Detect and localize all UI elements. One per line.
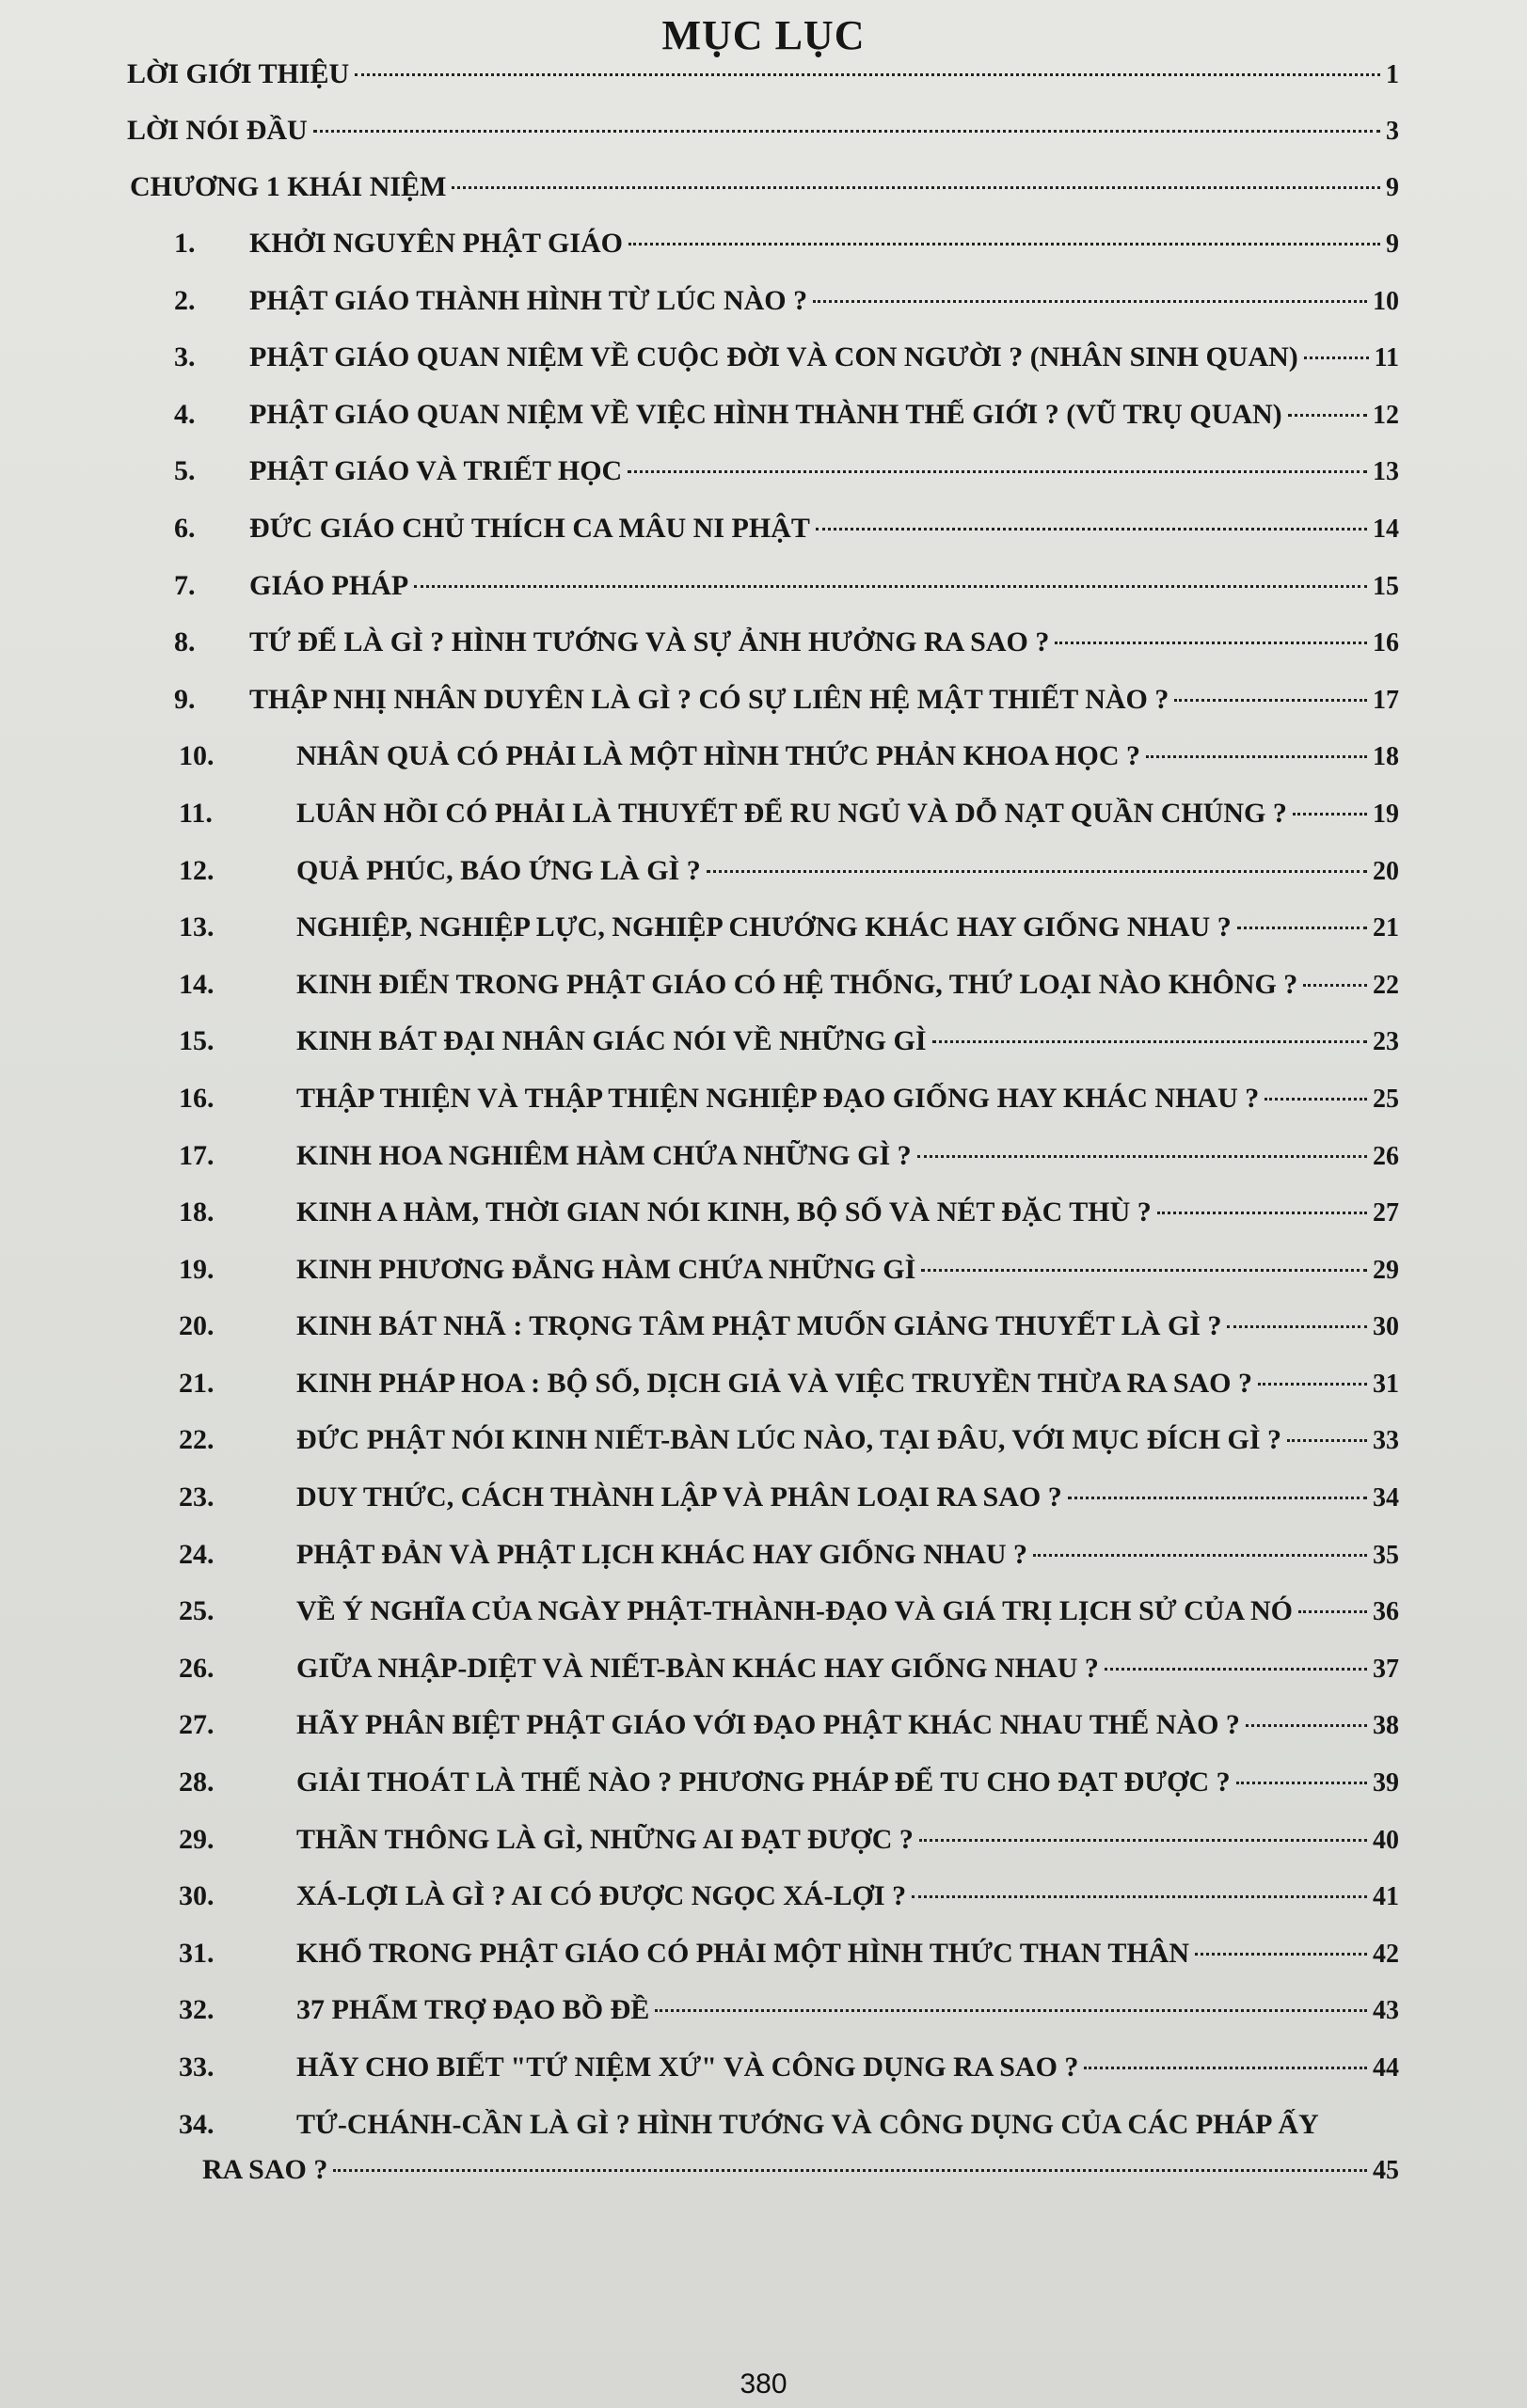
toc-entry[interactable] xyxy=(127,1595,1399,1653)
toc-entry[interactable] xyxy=(127,1994,1399,2052)
toc-entry[interactable] xyxy=(127,911,1399,969)
toc-entry[interactable] xyxy=(127,1709,1399,1766)
toc-entry-title: KINH PHƯƠNG ĐẲNG HÀM CHỨA NHỮNG GÌ xyxy=(296,1253,916,1285)
dot-leader xyxy=(1293,813,1367,816)
toc-entry[interactable] xyxy=(127,798,1399,855)
toc-page-number: 15 xyxy=(1373,571,1399,601)
toc-entry-number: 14. xyxy=(179,968,215,1000)
toc-entry-title: LỜI GIỚI THIỆU xyxy=(127,58,350,89)
dot-leader xyxy=(912,1895,1367,1898)
dot-leader xyxy=(655,2009,1367,2012)
toc-page-number: 43 xyxy=(1373,1996,1399,2026)
toc-page-number: 9 xyxy=(1386,173,1399,202)
toc-entry-title: PHẬT GIÁO QUAN NIỆM VỀ VIỆC HÌNH THÀNH THẾ GIỚI ? (VŨ TRỤ QUAN) xyxy=(249,398,1282,430)
toc-entry[interactable] xyxy=(127,740,1399,798)
toc-entry[interactable] xyxy=(127,684,1399,741)
toc-entry-title: PHẬT ĐẢN VÀ PHẬT LỊCH KHÁC HAY GIỐNG NHAU ? xyxy=(296,1538,1028,1570)
toc-entry[interactable] xyxy=(127,1766,1399,1824)
dot-leader xyxy=(628,243,1380,246)
toc-entry[interactable] xyxy=(127,1196,1399,1254)
toc-entry-number: 8. xyxy=(174,626,196,658)
toc-page-number: 9 xyxy=(1386,230,1399,259)
toc-page-number: 45 xyxy=(1373,2155,1399,2185)
toc-entry[interactable] xyxy=(127,626,1399,684)
toc-entry-title: PHẬT GIÁO VÀ TRIẾT HỌC xyxy=(249,455,623,487)
dot-leader xyxy=(917,1155,1367,1158)
toc-entry[interactable] xyxy=(127,969,1399,1026)
toc-entry-number: 15. xyxy=(179,1025,215,1057)
toc-entry-number: 18. xyxy=(179,1196,215,1228)
toc-page-number: 42 xyxy=(1373,1939,1399,1969)
toc-entry-number: 9. xyxy=(174,683,196,715)
toc-entry-number: 16. xyxy=(179,1082,215,1114)
dot-leader xyxy=(1265,1098,1367,1101)
toc-page-number: 11 xyxy=(1374,343,1399,373)
toc-entry[interactable] xyxy=(127,2052,1399,2109)
dot-leader xyxy=(628,470,1367,473)
toc-page-number: 13 xyxy=(1373,457,1399,487)
toc-entry-number: 7. xyxy=(174,569,196,601)
toc-entry-title: LỜI NÓI ĐẦU xyxy=(127,115,308,146)
toc-entry[interactable] xyxy=(127,285,1399,342)
dot-leader xyxy=(313,130,1380,133)
toc-entry-number: 17. xyxy=(179,1139,215,1171)
toc-entry[interactable] xyxy=(127,855,1399,912)
toc-entry-number: 1. xyxy=(174,228,196,259)
toc-entry-title: PHẬT GIÁO THÀNH HÌNH TỪ LÚC NÀO ? xyxy=(249,284,808,316)
toc-entry[interactable] xyxy=(127,513,1399,570)
toc-entry[interactable] xyxy=(127,2109,1399,2201)
toc-entry-number: 2. xyxy=(174,284,196,316)
toc-page-number: 36 xyxy=(1373,1597,1399,1627)
toc-entry[interactable] xyxy=(127,1539,1399,1596)
dot-leader xyxy=(1157,1212,1367,1214)
dot-leader xyxy=(1298,1610,1367,1613)
toc-entry[interactable] xyxy=(127,570,1399,627)
toc-entry-number: 10. xyxy=(179,740,215,772)
toc-entry[interactable] xyxy=(127,1310,1399,1368)
toc-page-number: 44 xyxy=(1373,2053,1399,2083)
dot-leader xyxy=(1237,927,1367,929)
toc-entry-title: KINH BÁT NHÃ : TRỌNG TÂM PHẬT MUỐN GIẢNG THUYẾT LÀ GÌ ? xyxy=(296,1310,1222,1342)
dot-leader xyxy=(1084,2067,1367,2069)
toc-entry-title: KINH BÁT ĐẠI NHÂN GIÁC NÓI VỀ NHỮNG GÌ xyxy=(296,1025,927,1057)
toc-entry-title: HÃY CHO BIẾT "TỨ NIỆM XỨ" VÀ CÔNG DỤNG RA SAO ? xyxy=(296,2052,1079,2083)
toc-entry-title: KINH ĐIỂN TRONG PHẬT GIÁO CÓ HỆ THỐNG, THỨ LOẠI NÀO KHÔNG ? xyxy=(296,968,1298,1000)
toc-page-number: 39 xyxy=(1373,1768,1399,1798)
toc-page-number: 25 xyxy=(1373,1084,1399,1114)
dot-leader xyxy=(414,585,1367,588)
toc-entry-number: 6. xyxy=(174,512,196,544)
toc-entry[interactable] xyxy=(127,1653,1399,1710)
toc-entry-title: THẬP THIỆN VÀ THẬP THIỆN NGHIỆP ĐẠO GIỐNG HAY KHÁC NHAU ? xyxy=(296,1082,1260,1114)
toc-entry-title: THẬP NHỊ NHÂN DUYÊN LÀ GÌ ? CÓ SỰ LIÊN HỆ MẬT THIẾT NÀO ? xyxy=(249,683,1169,715)
dot-leader xyxy=(816,528,1367,531)
toc-entry[interactable] xyxy=(127,341,1399,399)
dot-leader xyxy=(1227,1325,1367,1328)
dot-leader xyxy=(355,73,1380,76)
toc-page-number: 40 xyxy=(1373,1825,1399,1855)
toc-entry-number: 19. xyxy=(179,1253,215,1285)
toc-page-number: 26 xyxy=(1373,1141,1399,1171)
dot-leader xyxy=(452,186,1380,189)
toc-entry-title: KINH A HÀM, THỜI GIAN NÓI KINH, BỘ SỐ VÀ NÉT ĐẶC THÙ ? xyxy=(296,1196,1152,1228)
dot-leader xyxy=(1236,1782,1367,1784)
toc-entry-number: 13. xyxy=(179,911,215,943)
dot-leader xyxy=(1174,699,1367,702)
toc-entry[interactable] xyxy=(127,1824,1399,1881)
toc-entry-number: 30. xyxy=(179,1880,215,1912)
toc-entry[interactable] xyxy=(127,58,1399,115)
toc-entry-number: 34. xyxy=(179,2108,215,2140)
dot-leader xyxy=(1258,1383,1367,1386)
toc-entry-title: KHỔ TRONG PHẬT GIÁO CÓ PHẢI MỘT HÌNH THỨC THAN THÂN xyxy=(296,1937,1190,1969)
toc-entry-title: KINH HOA NGHIÊM HÀM CHỨA NHỮNG GÌ ? xyxy=(296,1139,912,1171)
toc-entry[interactable] xyxy=(127,115,1399,171)
toc-entry-number: 11. xyxy=(179,797,213,829)
toc-page-number: 10 xyxy=(1373,286,1399,316)
toc-entry[interactable] xyxy=(127,228,1399,285)
toc-entry-title: TỨ ĐẾ LÀ GÌ ? HÌNH TƯỚNG VÀ SỰ ẢNH HƯỞNG RA SAO ? xyxy=(249,626,1050,658)
toc-page-number: 29 xyxy=(1373,1255,1399,1285)
toc-page-number: 27 xyxy=(1373,1198,1399,1228)
toc-entry-number: 31. xyxy=(179,1937,215,1969)
toc-page-number: 16 xyxy=(1373,628,1399,658)
dot-leader xyxy=(1304,356,1369,359)
dot-leader xyxy=(1246,1724,1367,1727)
toc-entry-title: LUÂN HỒI CÓ PHẢI LÀ THUYẾT ĐỂ RU NGỦ VÀ DỖ NẠT QUẦN CHÚNG ? xyxy=(296,797,1287,829)
toc-entry[interactable] xyxy=(127,1254,1399,1311)
toc-entry-number: 27. xyxy=(179,1709,215,1741)
toc-entry-title: TỨ-CHÁNH-CẦN LÀ GÌ ? HÌNH TƯỚNG VÀ CÔNG DỤNG CỦA CÁC PHÁP ẤY xyxy=(296,2108,1319,2140)
toc-entry-title: VỀ Ý NGHĨA CỦA NGÀY PHẬT-THÀNH-ĐẠO VÀ GIÁ TRỊ LỊCH SỬ CỦA NÓ xyxy=(296,1595,1294,1627)
toc-entry-title: ĐỨC GIÁO CHỦ THÍCH CA MÂU NI PHẬT xyxy=(249,512,810,544)
toc-entry-title: GIẢI THOÁT LÀ THẾ NÀO ? PHƯƠNG PHÁP ĐỂ TU CHO ĐẠT ĐƯỢC ? xyxy=(296,1766,1231,1798)
footer-page-number: 380 xyxy=(740,2368,787,2400)
toc-entry-number: 28. xyxy=(179,1766,215,1798)
toc-page-number: 22 xyxy=(1373,970,1399,1000)
toc-entry-title: GIÁO PHÁP xyxy=(249,569,409,601)
toc-entry-title: NGHIỆP, NGHIỆP LỰC, NGHIỆP CHƯỚNG KHÁC HAY GIỐNG NHAU ? xyxy=(296,911,1232,943)
dot-leader xyxy=(1146,755,1367,758)
toc-entry-number: 4. xyxy=(174,398,196,430)
toc-entry-number: 21. xyxy=(179,1367,215,1399)
toc-page-number: 20 xyxy=(1373,856,1399,886)
table-of-contents xyxy=(127,58,1399,2201)
toc-page-number: 30 xyxy=(1373,1312,1399,1342)
toc-entry-title: NHÂN QUẢ CÓ PHẢI LÀ MỘT HÌNH THỨC PHẢN KHOA HỌC ? xyxy=(296,740,1140,772)
toc-entry[interactable] xyxy=(127,1424,1399,1481)
toc-page-number: 3 xyxy=(1386,117,1399,146)
toc-page-number: 31 xyxy=(1373,1369,1399,1399)
toc-entry-number: 32. xyxy=(179,1994,215,2026)
dot-leader xyxy=(813,300,1367,303)
toc-entry-number: 23. xyxy=(179,1481,215,1513)
toc-page-number: 35 xyxy=(1373,1540,1399,1570)
toc-entry[interactable] xyxy=(127,1938,1399,1995)
dot-leader xyxy=(1068,1497,1367,1499)
toc-entry-title-continued: RA SAO ? xyxy=(202,2153,328,2185)
dot-leader xyxy=(1287,1439,1367,1442)
toc-entry-title: CHƯƠNG 1 KHÁI NIỆM xyxy=(130,171,447,202)
dot-leader xyxy=(333,2169,1367,2172)
dot-leader xyxy=(1288,414,1367,417)
toc-entry-number: 3. xyxy=(174,341,196,373)
toc-entry-title: GIỮA NHẬP-DIỆT VÀ NIẾT-BÀN KHÁC HAY GIỐNG NHAU ? xyxy=(296,1652,1099,1684)
toc-entry-line xyxy=(127,2109,1399,2154)
toc-entry-number: 29. xyxy=(179,1823,215,1855)
toc-page-number: 37 xyxy=(1373,1654,1399,1684)
toc-page-number: 41 xyxy=(1373,1882,1399,1912)
toc-page-number: 18 xyxy=(1373,742,1399,772)
dot-leader xyxy=(1055,642,1367,644)
toc-entry-number: 24. xyxy=(179,1538,215,1570)
toc-entry-title: DUY THỨC, CÁCH THÀNH LẬP VÀ PHÂN LOẠI RA SAO ? xyxy=(296,1481,1062,1513)
toc-entry[interactable] xyxy=(127,1140,1399,1197)
toc-entry[interactable] xyxy=(127,1880,1399,1938)
toc-page-number: 23 xyxy=(1373,1027,1399,1057)
toc-entry-number: 25. xyxy=(179,1595,215,1627)
toc-page-number: 17 xyxy=(1373,685,1399,715)
dot-leader xyxy=(1303,984,1367,987)
page-title: MỤC LỤC xyxy=(661,12,866,58)
toc-entry[interactable] xyxy=(127,1025,1399,1083)
dot-leader xyxy=(707,870,1367,873)
toc-page-number: 33 xyxy=(1373,1426,1399,1456)
toc-page-number: 34 xyxy=(1373,1483,1399,1513)
toc-entry-title: QUẢ PHÚC, BÁO ỨNG LÀ GÌ ? xyxy=(296,854,701,886)
toc-entry[interactable] xyxy=(127,1083,1399,1140)
dot-leader xyxy=(932,1040,1367,1043)
toc-entry-title: THẦN THÔNG LÀ GÌ, NHỮNG AI ĐẠT ĐƯỢC ? xyxy=(296,1823,914,1855)
toc-page-number: 38 xyxy=(1373,1711,1399,1741)
dot-leader xyxy=(919,1839,1367,1842)
toc-page-number: 21 xyxy=(1373,913,1399,943)
toc-entry-number: 26. xyxy=(179,1652,215,1684)
toc-entry[interactable] xyxy=(127,455,1399,513)
toc-entry-title: ĐỨC PHẬT NÓI KINH NIẾT-BÀN LÚC NÀO, TẠI ĐÂU, VỚI MỤC ĐÍCH GÌ ? xyxy=(296,1424,1282,1456)
toc-entry-number: 5. xyxy=(174,455,196,487)
toc-entry[interactable] xyxy=(127,399,1399,456)
toc-page-number: 1 xyxy=(1386,60,1399,89)
toc-entry-title: KHỞI NGUYÊN PHẬT GIÁO xyxy=(249,228,623,259)
toc-entry-number: 33. xyxy=(179,2052,215,2083)
toc-entry-title: HÃY PHÂN BIỆT PHẬT GIÁO VỚI ĐẠO PHẬT KHÁC NHAU THẾ NÀO ? xyxy=(296,1709,1240,1741)
toc-entry-title: PHẬT GIÁO QUAN NIỆM VỀ CUỘC ĐỜI VÀ CON NGƯỜI ? (NHÂN SINH QUAN) xyxy=(249,341,1298,373)
toc-entry-number: 22. xyxy=(179,1424,215,1456)
toc-entry-number: 20. xyxy=(179,1310,215,1342)
toc-entry[interactable] xyxy=(127,1481,1399,1539)
toc-entry-title: KINH PHÁP HOA : BỘ SỐ, DỊCH GIẢ VÀ VIỆC TRUYỀN THỪA RA SAO ? xyxy=(296,1367,1253,1399)
toc-entry-number: 12. xyxy=(179,854,215,886)
toc-entry-title: XÁ-LỢI LÀ GÌ ? AI CÓ ĐƯỢC NGỌC XÁ-LỢI ? xyxy=(296,1880,907,1912)
dot-leader xyxy=(921,1269,1367,1272)
toc-page-number: 19 xyxy=(1373,799,1399,829)
toc-page-number: 14 xyxy=(1373,514,1399,544)
toc-entry[interactable] xyxy=(127,1368,1399,1425)
dot-leader xyxy=(1033,1554,1367,1557)
toc-page-number: 12 xyxy=(1373,400,1399,430)
toc-entry-line xyxy=(127,2154,1399,2201)
dot-leader xyxy=(1195,1953,1367,1956)
toc-entry-title: 37 PHẨM TRỢ ĐẠO BỒ ĐỀ xyxy=(296,1994,650,2026)
dot-leader xyxy=(1105,1668,1367,1671)
toc-entry[interactable] xyxy=(130,171,1399,228)
